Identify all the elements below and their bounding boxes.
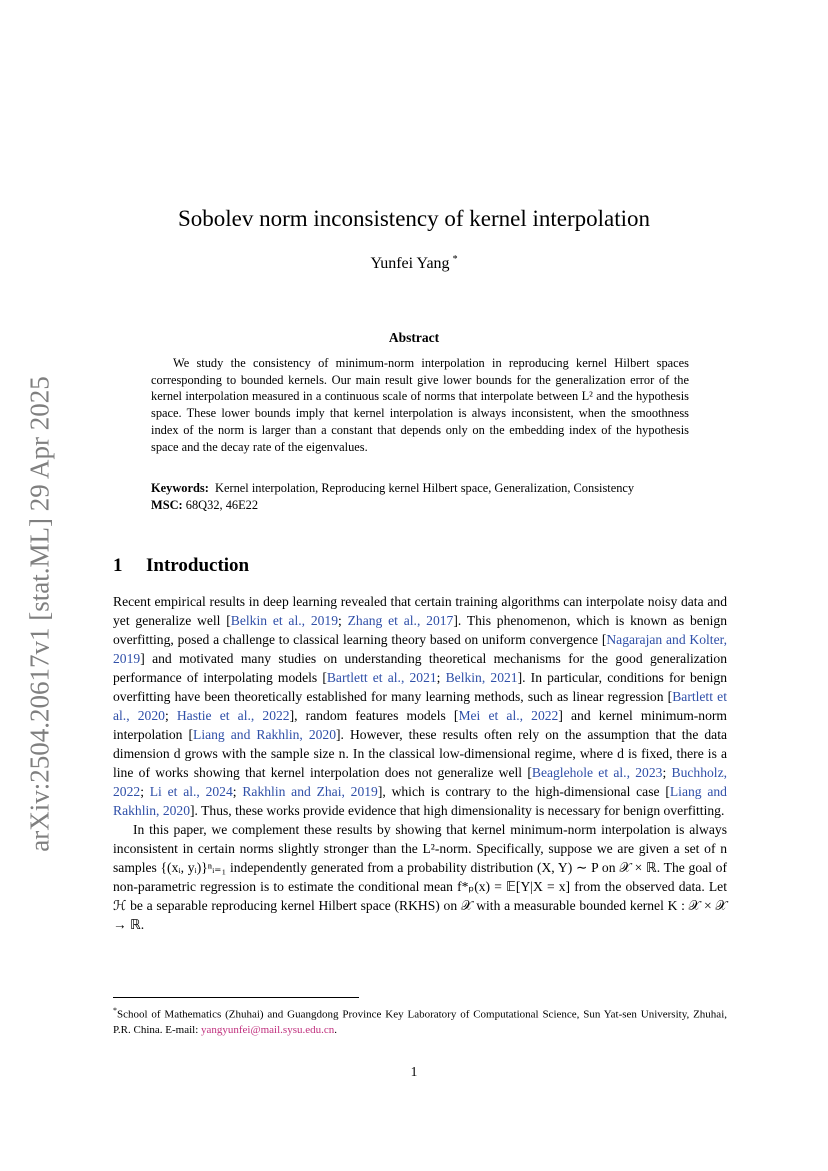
keywords-block	[151, 480, 691, 513]
text-run: ;	[232, 784, 243, 799]
section-heading	[113, 555, 249, 577]
citation-link[interactable]: Rakhlin and Zhai, 2019	[242, 784, 378, 799]
citation-link[interactable]: Li et al., 2024	[149, 784, 233, 799]
text-run: ]. However, these results often rely on the assumption that the data dimension d grows with the sample size n. In the classical low-dimensional regime, where d is fixed, there is a line of works showing that kernel interpolation does not generalize well [	[113, 727, 728, 780]
citation-link[interactable]: Buchholz, 2022	[113, 765, 728, 799]
footnote	[113, 1003, 727, 1038]
text-run: ] and motivated many studies on understanding theoretical mechanisms for the good generalization performance of interpolating models [	[113, 651, 727, 685]
paragraph-2: In this paper, we complement these results by showing that kernel minimum-norm interpolation is always inconsistent in certain norms slightly stronger than the L²-norm. Specifically, suppose we are given a set of n samples {(xᵢ, yᵢ)}ⁿᵢ₌₁ independently generated from a probability distribution (X, Y) ∼ P on 𝒳 × ℝ. The goal of non-parametric regression is to estimate the conditional mean f*ₚ(x) = 𝔼[Y|X = x] from the observed data. Let ℋ be a separable reproducing kernel Hilbert space (RKHS) on 𝒳 with a measurable bounded kernel K : 𝒳 × 𝒳 → ℝ.	[113, 822, 727, 932]
page-number: 1	[410, 1064, 418, 1079]
text-run: ;	[436, 670, 446, 685]
arxiv-side-stamp	[22, 358, 58, 870]
section-number: 1	[113, 555, 123, 576]
footnote-mark: *	[113, 1006, 117, 1015]
text-run: ;	[662, 765, 672, 780]
abstract-heading: Abstract	[388, 330, 440, 345]
footnote-email-link[interactable]: yangyunfei@mail.sysu.edu.cn	[201, 1023, 335, 1036]
msc-label: MSC:	[151, 497, 183, 512]
citation-link[interactable]: Bartlett et al., 2021	[326, 670, 437, 685]
paper-title: Sobolev norm inconsistency of kernel interpolation	[177, 206, 651, 231]
footnote-affiliation: School of Mathematics (Zhuhai) and Guangdong Province Key Laboratory of Computational Science, Sun Yat-sen University, Zhuhai, P.R. China. E-mail:	[113, 1008, 727, 1036]
text-run: ;	[338, 613, 348, 628]
citation-link[interactable]: Zhang et al., 2017	[347, 613, 454, 628]
text-run: ;	[140, 784, 150, 799]
footnote-rule	[113, 997, 359, 998]
text-run: ]. In particular, conditions for benign overfitting have been theoretically established for many learning methods, such as linear regression [	[113, 670, 727, 704]
citation-link[interactable]: Liang and Rakhlin, 2020	[113, 784, 727, 818]
citation-link[interactable]: Hastie et al., 2022	[176, 708, 290, 723]
arxiv-identifier: arXiv:2504.20617v1 [stat.ML] 29 Apr 2025	[24, 376, 55, 852]
keywords-text: Kernel interpolation, Reproducing kernel Hilbert space, Generalization, Consistency	[215, 481, 635, 495]
keywords-line	[151, 480, 691, 497]
text-run: ]. Thus, these works provide evidence that high dimensionality is necessary for benign overfitting.	[190, 803, 725, 818]
msc-text: 68Q32, 46E22	[185, 497, 259, 512]
text-run: ], which is contrary to the high-dimensional case [	[377, 784, 670, 799]
citation-link[interactable]: Liang and Rakhlin, 2020	[193, 727, 337, 742]
citation-link[interactable]: Belkin, 2021	[445, 670, 518, 685]
keywords-label: Keywords:	[151, 481, 209, 495]
paragraph-1	[113, 592, 727, 820]
citation-link[interactable]: Bartlett et al., 2020	[113, 689, 727, 723]
msc-line	[151, 497, 691, 514]
section-title: Introduction	[146, 555, 250, 576]
abstract-text: We study the consistency of minimum-norm interpolation in reproducing kernel Hilbert spaces corresponding to bounded kernels. Our main result give lower bounds for the generalization error of the kernel interpolation measured in a continuous scale of norms that interpolate between L² and the hypothesis space. These lower bounds imply that kernel interpolation is always inconsistent, when the smoothness index of the norm is larger than a constant that depends only on the embedding index of the hypothesis space and the decay rate of the eigenvalues.	[151, 356, 689, 454]
citation-link[interactable]: Mei et al., 2022	[458, 708, 559, 723]
text-run: ;	[164, 708, 177, 723]
citation-link[interactable]: Nagarajan and Kolter, 2019	[113, 632, 727, 666]
footnote-end: .	[334, 1023, 337, 1036]
text-run: Recent empirical results in deep learning revealed that certain training algorithms can interpolate noisy data and yet generalize well [	[113, 594, 727, 628]
text-run: ], random features models [	[289, 708, 459, 723]
author-name: Yunfei Yang	[370, 255, 450, 272]
author-line	[0, 254, 828, 273]
citation-link[interactable]: Belkin et al., 2019	[230, 613, 339, 628]
body-text	[113, 592, 727, 934]
author-footnote-mark: *	[452, 254, 458, 265]
citation-link[interactable]: Beaglehole et al., 2023	[531, 765, 663, 780]
text-run: ]. This phenomenon, which is known as benign overfitting, posed a challenge to classical learning theory based on uniform convergence [	[113, 613, 727, 647]
text-run: ] and kernel minimum-norm interpolation [	[113, 708, 727, 742]
